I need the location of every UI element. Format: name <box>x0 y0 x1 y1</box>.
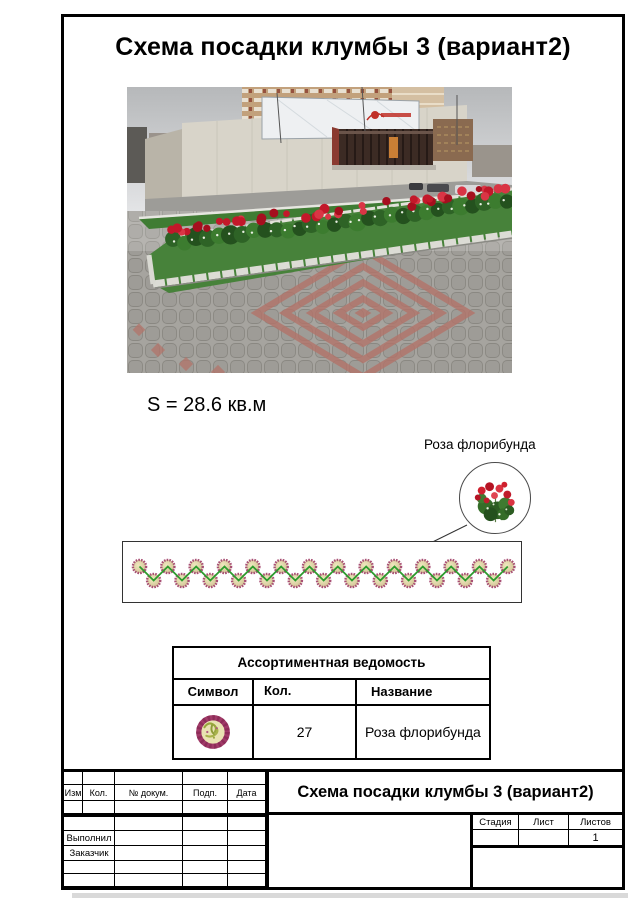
assortment-table <box>172 646 491 760</box>
label-podp: Подп. <box>183 785 228 801</box>
quantity-cell: 27 <box>254 706 357 758</box>
sheets-value: 1 <box>592 831 599 844</box>
header-name: Название <box>371 684 433 699</box>
callout-label: Роза флорибунда <box>424 437 536 452</box>
tb-cell <box>115 831 183 846</box>
tb-cell <box>83 772 115 785</box>
label-izm: Изм <box>64 785 83 801</box>
tb-cell <box>228 861 266 874</box>
tb-cell <box>183 861 228 874</box>
page-title: Схема посадки клумбы 3 (вариант2) <box>115 33 571 61</box>
tb-cell <box>183 801 228 814</box>
tb-cell <box>228 801 266 814</box>
tb-cell-large <box>269 815 473 887</box>
tb-cell <box>115 846 183 861</box>
tb-cell <box>64 772 83 785</box>
area-label: S = 28.6 кв.м <box>147 394 267 416</box>
sheet-value <box>519 830 569 845</box>
tb-cell <box>64 861 115 874</box>
tb-cell <box>228 831 266 846</box>
label-executor: Выполнил <box>64 831 115 846</box>
assortment-table-title: Ассортиментная ведомость <box>174 648 489 680</box>
tb-cell-large <box>473 848 622 887</box>
label-stage: Стадия <box>473 815 519 830</box>
label-sheet: Лист <box>519 815 569 830</box>
rose-floribunda-symbol <box>194 713 232 751</box>
tb-cell <box>115 861 183 874</box>
name-cell: Роза флорибунда <box>365 724 481 740</box>
assortment-table-body <box>174 706 489 758</box>
tb-cell <box>183 831 228 846</box>
header-quantity: Кол. <box>254 680 357 704</box>
label-kol: Кол. <box>83 785 115 801</box>
label-customer: Заказчик <box>64 846 115 861</box>
title-block <box>64 769 622 890</box>
tb-cell <box>64 874 115 887</box>
label-docnum: № докум. <box>115 785 183 801</box>
label-sheets: Листов <box>569 815 622 830</box>
title-block-sheet-grid <box>269 815 622 887</box>
flowerbed-photo <box>127 87 512 373</box>
sheet-frame <box>61 14 625 890</box>
tb-cell <box>228 772 266 785</box>
tb-cell <box>183 817 228 831</box>
title-block-revision-grid <box>64 772 266 887</box>
tb-cell <box>183 772 228 785</box>
title-block-right <box>269 772 622 887</box>
label-data: Дата <box>228 785 266 801</box>
tb-cell <box>115 874 183 887</box>
tb-cell <box>228 817 266 831</box>
tb-cell <box>64 801 83 814</box>
symbol-cell <box>174 706 254 758</box>
tb-cell <box>183 846 228 861</box>
tb-cell <box>115 772 183 785</box>
tb-cell <box>228 874 266 887</box>
tb-cell <box>83 801 115 814</box>
stage-value <box>473 830 519 845</box>
plant-symbols <box>123 542 520 601</box>
table-row <box>174 706 489 758</box>
tb-cell <box>64 817 115 831</box>
page-edge-shadow <box>72 893 628 898</box>
tb-cell <box>115 817 183 831</box>
doc-title: Схема посадки клумбы 3 (вариант2) <box>269 772 622 815</box>
planting-plan-strip <box>122 541 522 603</box>
assortment-table-header <box>174 680 489 706</box>
tb-cell <box>228 846 266 861</box>
tb-cell <box>183 874 228 887</box>
header-symbol: Символ <box>174 680 254 704</box>
tb-cell <box>115 801 183 814</box>
